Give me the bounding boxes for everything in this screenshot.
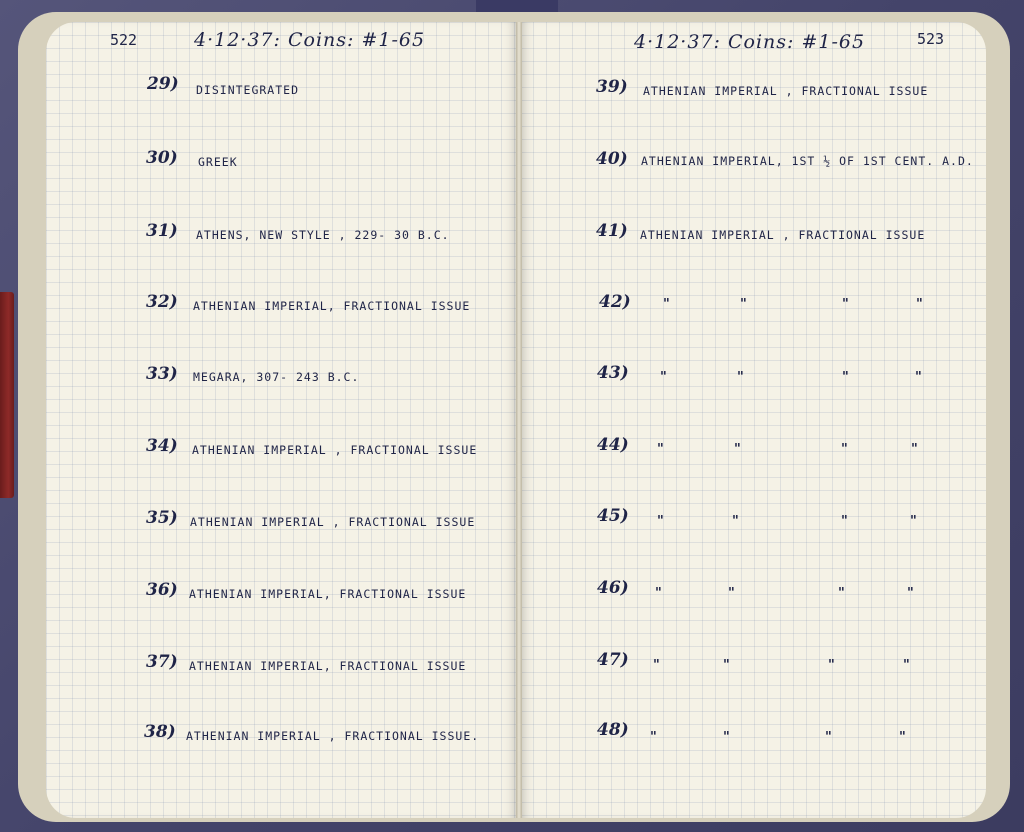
entry-number: 30) <box>146 148 178 168</box>
entry-description: ATHENIAN IMPERIAL, 1ST ½ OF 1ST CENT. A.D. <box>641 154 974 168</box>
entry-number: 46) <box>597 578 629 598</box>
ditto-mark: " <box>842 297 849 312</box>
entry-number: 36) <box>146 580 178 600</box>
ditto-mark: " <box>838 586 845 601</box>
entry-description: ATHENIAN IMPERIAL, FRACTIONAL ISSUE <box>189 587 467 601</box>
entry-number: 40) <box>596 149 628 169</box>
entry-number: 43) <box>597 363 629 383</box>
entry-number: 29) <box>147 74 179 94</box>
right-page-header: 4·12·37: Coins: #1-65 <box>634 31 866 53</box>
entry-description: MEGARA, 307- 243 B.C. <box>193 370 360 384</box>
entry-description: GREEK <box>198 155 238 169</box>
right-page <box>520 22 986 818</box>
entry-description: ATHENIAN IMPERIAL , FRACTIONAL ISSUE. <box>186 729 480 743</box>
ditto-mark: " <box>903 658 910 673</box>
ditto-mark: " <box>899 730 906 745</box>
ditto-mark: " <box>660 370 667 385</box>
bookmark-ribbon <box>0 292 14 498</box>
entry-number: 42) <box>599 292 631 312</box>
entry-number: 33) <box>146 364 178 384</box>
entry-description: ATHENIAN IMPERIAL , FRACTIONAL ISSUE <box>643 84 929 98</box>
ditto-mark: " <box>663 297 670 312</box>
left-page-header: 4·12·37: Coins: #1-65 <box>194 29 426 51</box>
ditto-mark: " <box>910 514 917 529</box>
entry-number: 48) <box>597 720 629 740</box>
ditto-mark: " <box>915 370 922 385</box>
ditto-mark: " <box>740 297 747 312</box>
ditto-mark: " <box>828 658 835 673</box>
entry-description: DISINTEGRATED <box>196 83 300 97</box>
ditto-mark: " <box>723 730 730 745</box>
left-page-number: 522 <box>110 31 138 49</box>
ditto-mark: " <box>737 370 744 385</box>
entry-number: 37) <box>146 652 178 672</box>
entry-number: 41) <box>596 221 628 241</box>
entry-number: 47) <box>597 650 629 670</box>
ditto-mark: " <box>653 658 660 673</box>
entry-number: 38) <box>144 722 176 742</box>
ditto-mark: " <box>911 442 918 457</box>
entry-description: ATHENIAN IMPERIAL , FRACTIONAL ISSUE <box>640 228 926 242</box>
ditto-mark: " <box>842 370 849 385</box>
ditto-mark: " <box>723 658 730 673</box>
book-gutter <box>516 22 522 818</box>
ditto-mark: " <box>734 442 741 457</box>
left-page <box>46 22 518 818</box>
ditto-mark: " <box>657 442 664 457</box>
ditto-mark: " <box>655 586 662 601</box>
ditto-mark: " <box>907 586 914 601</box>
ditto-mark: " <box>916 297 923 312</box>
entry-number: 35) <box>146 508 178 528</box>
entry-description: ATHENS, NEW STYLE , 229- 30 B.C. <box>196 228 450 242</box>
ditto-mark: " <box>841 442 848 457</box>
ditto-mark: " <box>728 586 735 601</box>
right-page-number: 523 <box>917 30 945 48</box>
entry-number: 32) <box>146 292 178 312</box>
entry-number: 45) <box>597 506 629 526</box>
entry-number: 34) <box>146 436 178 456</box>
ditto-mark: " <box>825 730 832 745</box>
entry-number: 31) <box>146 221 178 241</box>
entry-number: 44) <box>597 435 629 455</box>
ditto-mark: " <box>650 730 657 745</box>
entry-description: ATHENIAN IMPERIAL, FRACTIONAL ISSUE <box>189 659 467 673</box>
entry-description: ATHENIAN IMPERIAL , FRACTIONAL ISSUE <box>192 443 478 457</box>
entry-description: ATHENIAN IMPERIAL , FRACTIONAL ISSUE <box>190 515 476 529</box>
entry-number: 39) <box>596 77 628 97</box>
ditto-mark: " <box>841 514 848 529</box>
entry-description: ATHENIAN IMPERIAL, FRACTIONAL ISSUE <box>193 299 471 313</box>
ditto-mark: " <box>732 514 739 529</box>
ditto-mark: " <box>657 514 664 529</box>
